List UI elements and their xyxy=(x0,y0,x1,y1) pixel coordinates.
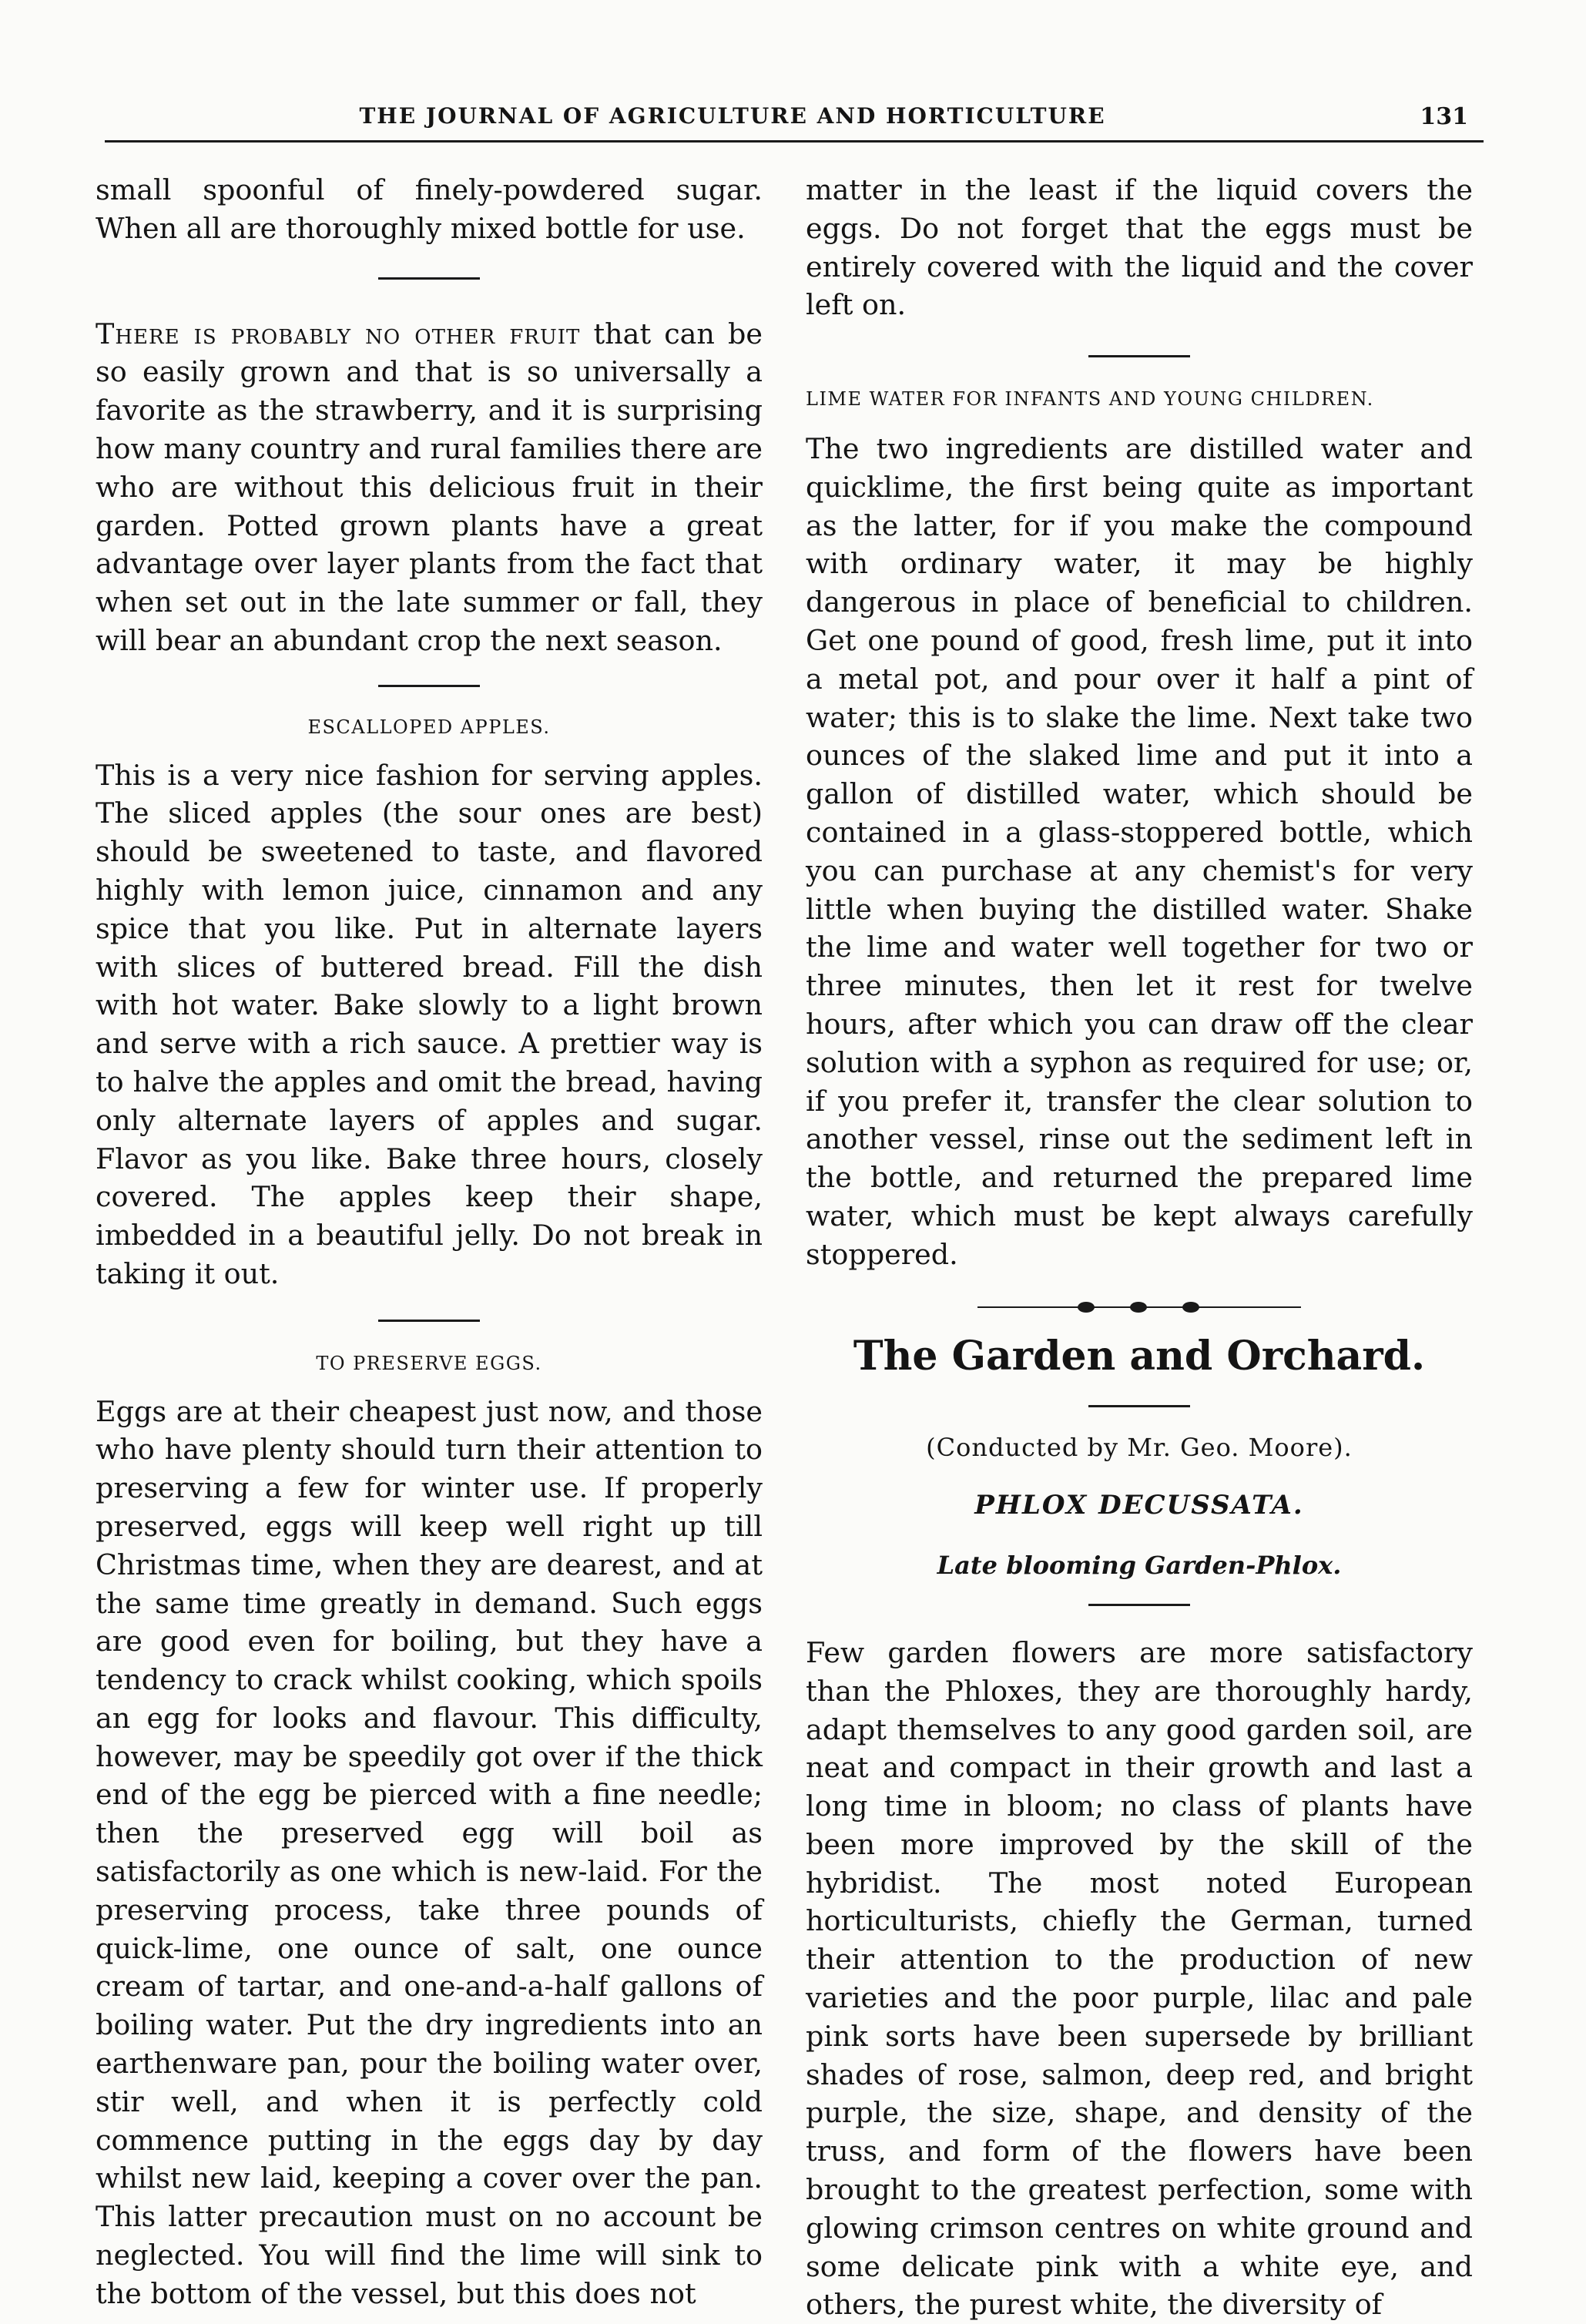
ornament-mark xyxy=(1078,1302,1095,1313)
strawberry-lead: There is probably no other fruit xyxy=(96,317,581,350)
preserve-eggs-heading: TO PRESERVE EGGS. xyxy=(316,1352,542,1374)
eggs-continued-text: matter in the least if the liquid covers the eggs. Do not forget that the eggs must be entirely covered with the liquid and the cover left on. xyxy=(806,173,1473,322)
page-number: 131 xyxy=(1420,103,1468,130)
intro-paragraph: small spoonful of finely-powdered sugar. When all are thoroughly mixed bottle for use. xyxy=(96,173,763,245)
preserve-eggs-text: Eggs are at their cheapest just now, and those who have plenty should turn their attention to preserving a few for winter use. If properly preserved, eggs will keep well right up till Christmas time, when they are dearest, and at the same time greatly in demand. Such eggs are good even for boiling, but they have a tendency to crack whilst cooking, which spoils an egg for looks and flavour. This difficulty, however, may be speedily got over if the thick end of the egg be pierced with a fine needle; then the preserved egg will boil as satisfactorily as one which is new-laid. For the preserving process, take three pounds of quick-lime, one ounce of salt, one ounce cream of tartar, and one-and-a-half gallons of boiling water. Put the dry ingredients into an earthenware pan, pour the boiling water over, stir well, and when it is perfectly cold commence putting in the eggs day by day whilst new laid, keeping a cover over the pan. This latter precaution must on no account be neglected. You will find the lime will sink to the bottom of the vessel, but this does not xyxy=(96,1394,763,2310)
article-subtitle: Late blooming Garden-Phlox. xyxy=(937,1551,1342,1581)
escalloped-apples-text: This is a very nice fashion for serving apples. The sliced apples (the sour ones are best) should be sweetened to taste, and flavored highly with lemon juice, cinnamon and any spice that you like. Put in alternate layers with slices of buttered bread. Fill the dish with hot water. Bake slowly to a light brown and serve with a rich sauce. A prettier way is to halve the apples and omit the bread, having only alternate layers of apples and sugar. Flavor as you like. Bake three hours, closely covered. The apples keep their shape, imbedded in a beautiful jelly. Do not break in taking it out. xyxy=(96,758,763,1290)
phlox-text: Few garden flowers are more satisfactory than the Phloxes, they are thoroughly hardy, adapt themselves to any good garden soil, are neat and compact in their growth and last a long time in bloom; no class of plants have been more improved by the skill of the hybridist. The most noted European horticulturists, chiefly the German, turned their attention to the production of new varieties and the poor purple, lilac and pale pink sorts have been supersede by brilliant shades of rose, salmon, deep red, and bright purple, the size, shape, and density of the truss, and form of the flowers have been brought to the greatest perfection, some with glowing crimson centres on white ground and some delicate pink with a white eye, and others, the purest white, the diversity of xyxy=(806,1635,1473,2322)
running-title: THE JOURNAL OF AGRICULTURE AND HORTICULTURE xyxy=(359,103,1106,129)
lime-water-text: The two ingredients are distilled water and quicklime, the first being quite as important as the latter, for if you make the compound with ordinary water, it may be highly dangerous in place of beneficial to children. Get one pound of good, fresh lime, put it into a metal pot, and pour over it half a pint of water; this is to slake the lime. Next take two ounces of the slaked lime and put it into a gallon of distilled water, which should be contained in a glass-stoppered bottle, which you can purchase at any chemist's for very little when buying the distilled water. Shake the lime and water well together for two or three minutes, then let it rest for twelve hours, after which you can draw off the clear solution with a syphon as required for use; or, if you prefer it, transfer the clear solution to another vessel, rinse out the sediment left in the bottle, and returned the prepared lime water, which must be kept always carefully stoppered. xyxy=(806,431,1473,1271)
garden-section-title: The Garden and Orchard. xyxy=(853,1332,1426,1380)
conducted-by: (Conducted by Mr. Geo. Moore). xyxy=(926,1432,1353,1462)
right-column xyxy=(806,171,1473,2324)
lime-water-heading: LIME WATER FOR INFANTS AND YOUNG CHILDREN. xyxy=(806,388,1374,411)
ornament-mark xyxy=(1182,1302,1199,1313)
ornamental-divider xyxy=(977,1303,1301,1311)
escalloped-apples-heading: ESCALLOPED APPLES. xyxy=(307,716,551,738)
left-column xyxy=(96,171,763,2313)
strawberry-text: that can be so easily grown and that is so universally a favorite as the strawberry, and it is surprising how many country and rural families there are who are without this delicious fruit in their garden. Potted grown plants have a great advantage over layer plants from the fact that when set out in the late summer or fall, they will bear an abundant crop the next season. xyxy=(96,317,763,657)
strawberry-paragraph xyxy=(96,315,763,660)
ornament-mark xyxy=(1130,1302,1147,1313)
article-title: PHLOX DECUSSATA. xyxy=(974,1490,1304,1521)
running-head xyxy=(105,96,1484,143)
